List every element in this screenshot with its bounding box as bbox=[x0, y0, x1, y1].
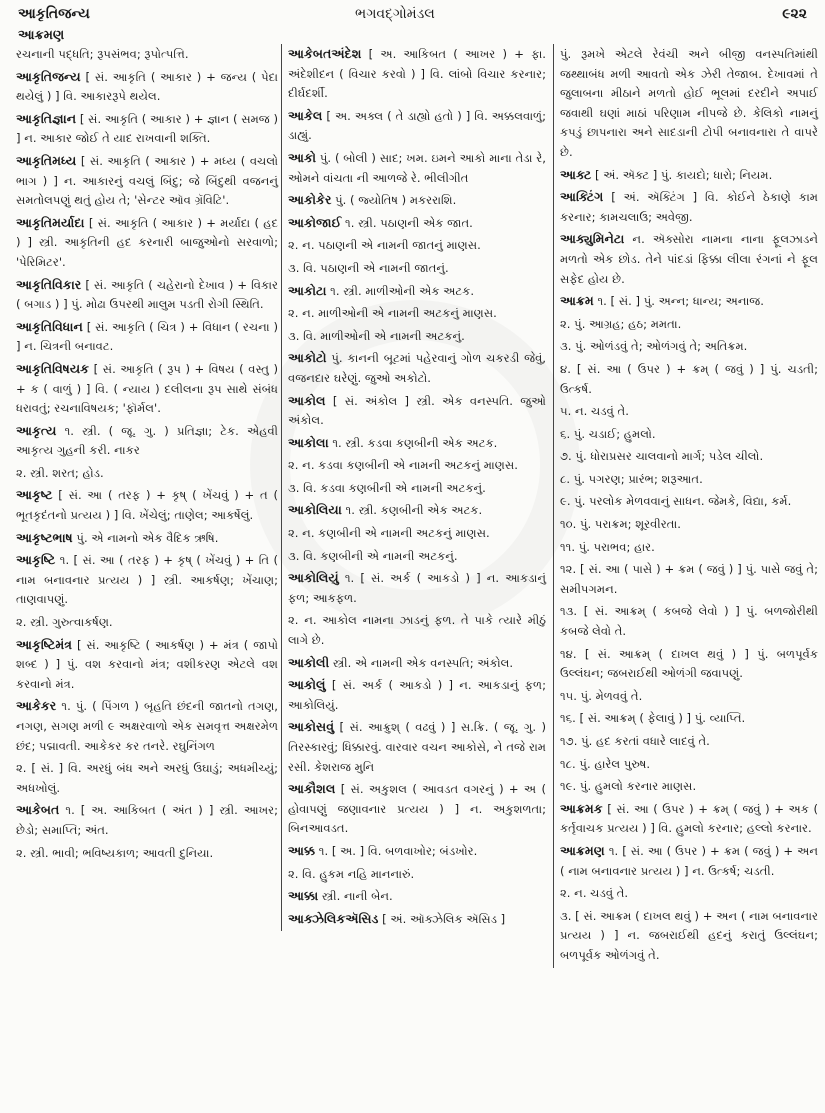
dictionary-entry bbox=[288, 523, 546, 544]
definition: ૧. [ સં. અર્ક ( આકડો ) ] ન. આકડાનું ફળ; આકફળ. bbox=[288, 571, 546, 605]
headword: આકોટા bbox=[288, 282, 327, 298]
definition: ૮. પું. પગરણ; પ્રારંભ; શરૂઆત. bbox=[560, 471, 703, 486]
definition: [ સં. અર્ક ( આકડો ) ] ન. આકડાનું ફળ; આકોલિયું. bbox=[288, 678, 546, 712]
dictionary-entry bbox=[560, 491, 818, 512]
dictionary-entry bbox=[560, 731, 818, 752]
headword: આક્ટિંગ bbox=[560, 189, 604, 205]
dictionary-entry bbox=[288, 568, 546, 608]
headword: આક્ક bbox=[288, 842, 316, 858]
page-number: ૯૨૨ bbox=[782, 6, 807, 22]
definition: સ્ત્રી. એ નામની એક વનસ્પતિ; અંકોલ. bbox=[329, 655, 514, 670]
headword: આક્કા bbox=[288, 888, 319, 904]
dictionary-entry bbox=[560, 359, 818, 399]
dictionary-entry bbox=[560, 559, 818, 599]
dictionary-entry bbox=[288, 326, 546, 347]
dictionary-entry bbox=[560, 686, 818, 707]
dictionary-entry bbox=[560, 644, 818, 684]
dictionary-entry bbox=[560, 841, 818, 881]
headword: આકોસવું bbox=[288, 719, 335, 735]
dictionary-entry bbox=[288, 106, 546, 146]
definition: ૧. [ સં. આ ( ઉપર ) + ક્રમ ( જવું ) + અન ( નામ બનાવનાર પ્રત્યય ) ] ન. ઉત્કર્ષ; ચડતી. bbox=[560, 843, 818, 878]
definition: ૩. વિ. કણબીની એ નામની અટકનું. bbox=[288, 548, 458, 563]
headword: આકોલી bbox=[288, 654, 330, 670]
definition: ૨. સ્ત્રી. ગુરુત્વાકર્ષણ. bbox=[16, 615, 113, 630]
definition: ૩. વિ. કડવા કણબીની એ નામની અટકનું. bbox=[288, 480, 486, 495]
dictionary-entry bbox=[288, 864, 546, 885]
headword: આકૃત્ય bbox=[16, 422, 57, 438]
dictionary-entry bbox=[560, 401, 818, 422]
headword: આકૃતિવિષયક bbox=[16, 360, 90, 376]
dictionary-entry bbox=[560, 906, 818, 966]
definition: ૧૦. પું. પરાક્રમ; શૂરવીરતા. bbox=[560, 517, 681, 532]
column-2 bbox=[281, 44, 546, 931]
definition: ૨. ન. ચડવું તે. bbox=[560, 886, 629, 901]
definition: ૩. [ સં. આક્રમ ( દાખલ થવું ) + અન ( નામ બનાવનાર પ્રત્યય ) ] ન. જબરાઈથી હદનું કરાતું ઉલ્લંઘન; બળપૂર્વક ઓળંગવું તે. bbox=[560, 908, 818, 962]
dictionary-entry bbox=[288, 653, 546, 674]
definition: ૬. પું. ચડાઈ; હુમલો. bbox=[560, 426, 656, 441]
dictionary-entry bbox=[16, 421, 278, 461]
headword: આકૃતિવિકાર bbox=[16, 276, 82, 292]
definition: ૭. પું. ધોરાપ્રસર ચાલવાનો માર્ગ; પડેલ ચીલો. bbox=[560, 449, 764, 464]
dictionary-entry bbox=[16, 275, 278, 315]
headword: આકૃતિમર્યાદા bbox=[16, 214, 85, 230]
dictionary-entry bbox=[560, 776, 818, 797]
dictionary-entry bbox=[288, 841, 546, 862]
dictionary-entry bbox=[288, 455, 546, 476]
dictionary-entry bbox=[288, 391, 546, 431]
headword: આકેબતઅંદેશ bbox=[288, 46, 362, 61]
headword: આક્રમણ bbox=[560, 842, 605, 858]
column-3 bbox=[553, 44, 818, 968]
headword: આકોલ bbox=[288, 392, 326, 408]
definition: ૧. સ્ત્રી. ( જૂ. ગુ. ) પ્રતિજ્ઞા; ટેક. એહવી આકૃત્ય ગુહની કરી. નાકર bbox=[16, 423, 278, 458]
header-first-word: આકૃતિજન્ય bbox=[18, 6, 90, 22]
headword: આકૃષ્ટભાષ bbox=[16, 529, 73, 545]
dictionary-entry bbox=[560, 446, 818, 467]
headword: આક્રમ bbox=[560, 293, 594, 309]
dictionary-entry bbox=[288, 348, 546, 388]
dictionary-entry bbox=[16, 612, 278, 633]
dictionary-entry bbox=[16, 758, 278, 798]
definition: [ સં. આકૃતિ ( ચિત્ર ) + વિધાન ( રચના ) ] ન. ચિત્રની બનાવટ. bbox=[16, 319, 278, 354]
definition: ૧૯. પું. હુમલો કરનાર માણસ. bbox=[560, 779, 697, 794]
dictionary-entry bbox=[16, 800, 278, 840]
dictionary-entry bbox=[16, 485, 278, 525]
dictionary-entry bbox=[16, 44, 278, 65]
dictionary-entry bbox=[288, 500, 546, 521]
headword: આક્ઝેલિકઍસિડ bbox=[288, 910, 379, 926]
dictionary-entry bbox=[560, 708, 818, 729]
definition: ૨. પું. આગ્રહ; હઠ; મમતા. bbox=[560, 316, 682, 331]
dictionary-entry bbox=[16, 67, 278, 107]
definition: ૩. પું. ઓળંડવું તે; ઓળંગવું તે; અતિક્રમ. bbox=[560, 339, 748, 354]
definition: ૧. [ સં. આ ( તરફ ) + કૃષ્ ( ખેંચવું ) + તિ ( નામ બનાવનાર પ્રત્યય ) ] સ્ત્રી. આકર્ષણ; ખેંચાણ; તાણવાપણું. bbox=[16, 553, 278, 607]
headword: આકોલું bbox=[288, 677, 326, 693]
headword: આકૃષ્ટિ bbox=[16, 552, 56, 568]
headword: આકૃતિવિધાન bbox=[16, 318, 83, 334]
dictionary-entry bbox=[288, 281, 546, 302]
definition: ૧. સ્ત્રી. કડવા કણબીની એક અટક. bbox=[328, 435, 498, 450]
definition: [ સં. આ ( તરફ ) + કૃષ્ ( ખેંચવું ) + ત ( ભૂતકૃદંતનો પ્રત્યય ) ] વિ. ખેંચેલું; તાણેલ; આકર્ષેલું. bbox=[16, 488, 278, 523]
definition: ૧૧. પું. પરાભવ; હાર. bbox=[560, 539, 655, 554]
headword: આકોટો bbox=[288, 350, 327, 366]
definition: ૪. [ સં. આ ( ઉપર ) + ક્રમ્ ( જવું ) ] પું. ચડતી; ઉત્કર્ષ. bbox=[560, 361, 818, 396]
dictionary-entry bbox=[560, 336, 818, 357]
definition: ૧. પું. ( પિંગળ ) બૃહતિ છંદની જાતનો તગણ, નગણ, સગણ મળી ૯ અક્ષરવાળો એક સમવૃત્ત અક્ષરમેળ છંદ; પદ્માવતી. આકેકર કર તનરે. રઘુનિંગળ bbox=[16, 699, 278, 753]
header-last-word: આક્રમણ bbox=[18, 28, 65, 43]
definition: ૧૭. પું. હદ કરતાં વધારે લાદવું તે. bbox=[560, 734, 710, 748]
headword: આક્ટ bbox=[560, 166, 592, 182]
definition: ૯. પું. પરલોક મેળવવાનું સાધન. જેમકે, વિદ્યા, કર્મ. bbox=[560, 494, 792, 509]
headword: આકૃષ્ટિમંત્ર bbox=[16, 636, 73, 652]
definition: [ સં. અંકોલ ] સ્ત્રી. એક વનસ્પતિ. જુઓ અંકોલ. bbox=[288, 393, 546, 428]
headword: આકેકર bbox=[16, 698, 57, 714]
definition: ૨. ન. પઠાણની એ નામની જાતનું માણસ. bbox=[288, 238, 481, 253]
dictionary-entry bbox=[560, 754, 818, 775]
definition: [ સં. આકૃતિ ( આકાર ) + મધ્ય ( વચલો ભાગ ) ] ન. આકારનું વચલું બિંદુ; જે બિંદુથી વજનનું સમતોલપણું થતું હોય તે; 'સેન્ટર ઑવ ગ્રૅવિટિ'. bbox=[16, 153, 278, 208]
dictionary-entry bbox=[16, 213, 278, 273]
dictionary-entry bbox=[288, 433, 546, 454]
definition: ૧. સ્ત્રી. પઠાણની એક જાત. bbox=[341, 215, 473, 230]
headword: આકૌશલ bbox=[288, 781, 336, 797]
dictionary-entry bbox=[288, 44, 546, 104]
definition: ૨. વિ. હુકમ નહિ માનનારું. bbox=[288, 866, 415, 881]
definition: ૧. સ્ત્રી. માળીઓની એક અટક. bbox=[326, 283, 475, 298]
dictionary-entry bbox=[288, 235, 546, 256]
definition: ૧૫. પું. મેળવવું તે. bbox=[560, 688, 643, 703]
dictionary-entry bbox=[288, 258, 546, 279]
dictionary-entry bbox=[560, 537, 818, 558]
definition: [ અ. આકિબત ( આખર ) + ફા. અંદેશીદન ( વિચાર કરવો ) ] વિ. લાંબો વિચાર કરનાર; દીર્ઘદર્શી. bbox=[288, 47, 546, 101]
dictionary-entry bbox=[16, 151, 278, 211]
headword: આકો bbox=[288, 149, 317, 165]
dictionary-entry bbox=[16, 635, 278, 695]
definition: ૨. ન. આકોલ નામના ઝાડનું ફળ. તે પાકે ત્યારે મીઠું લાગે છે. bbox=[288, 613, 546, 648]
dictionary-entry bbox=[288, 909, 546, 930]
dictionary-entry bbox=[288, 213, 546, 234]
dictionary-entry bbox=[288, 779, 546, 839]
headword: આકેલ bbox=[288, 107, 323, 123]
headword: આકૃષ્ટ bbox=[16, 487, 53, 503]
dictionary-entry bbox=[560, 424, 818, 445]
headword: આકોકેર bbox=[288, 192, 332, 208]
definition: [ અં. ઍક્ટ ] પું. કાયદો; ધારો; નિયમ. bbox=[591, 167, 773, 182]
definition: ૧૮. પું. હારેલ પુરુષ. bbox=[560, 756, 651, 771]
definition: ૧. [ અ. આકિબત ( અંત ) ] સ્ત્રી. આખર; છેડો; સમાપ્તિ; અંત. bbox=[16, 803, 278, 837]
definition: ૩. વિ. માળીઓની એ નામની અટકનું. bbox=[288, 328, 465, 343]
header-title: ભગવદ્ગોમંડલ bbox=[355, 6, 435, 22]
dictionary-entry bbox=[288, 675, 546, 715]
dictionary-entry bbox=[560, 44, 818, 163]
definition: [ અં. ઍક્ટિંગ ] વિ. કોઈને ઠેકાણે કામ કરનાર; કામચલાઉ; અવેજી. bbox=[560, 190, 818, 224]
definition: ન. ઍક્સોરા નામના નાના ફૂલઝાડને મળતો એક છોડ. તેને પાંદડાં ફિક્કા લીલા રંગનાં ને ફૂલ સફેદ હોય છે. bbox=[560, 232, 818, 286]
headword: આકોજાઈ bbox=[288, 214, 342, 230]
dictionary-entry bbox=[16, 550, 278, 610]
definition: રચનાની પદ્ધતિ; રૂપસંભવ; રૂપોત્પત્તિ. bbox=[16, 47, 189, 61]
definition: ૧૬. [ સં. આક્રમ્ ( ફેલાવું ) ] પું. વ્યાપ્તિ. bbox=[560, 711, 746, 726]
definition: પું. કાનની બૂટમાં પહેરવાનું ગોળ ચકરડી જેવું, વજનદાર ઘરેણું. જુઓ અકોટો. bbox=[288, 351, 546, 385]
definition: ૧૨. [ સં. આ ( પાસે ) + ક્રમ ( જવું ) ] પું. પાસે જવું તે; સમીપગમન. bbox=[560, 562, 818, 596]
definition: પું. એ નામનો એક વૈદિક ઋષિ. bbox=[72, 530, 219, 545]
definition: ૨. ન. કણબીની એ નામની અટકનું માણસ. bbox=[288, 526, 490, 541]
headword: આકોલા bbox=[288, 434, 329, 450]
headword: આકોલિયા bbox=[288, 502, 342, 518]
headword: આકોલિયું bbox=[288, 570, 339, 586]
definition: ૩. વિ. પઠાણની એ નામની જાતનું. bbox=[288, 260, 449, 275]
definition: ૧. [ અ. ] વિ. બળવાખોર; બંડખોર. bbox=[315, 843, 478, 858]
definition: ૨. ન. કડવા કણબીની એ નામની અટકનું માણસ. bbox=[288, 458, 518, 473]
definition: [ સં. આકૃતિ ( રૂપ ) + વિષય ( વસ્તુ ) + ક ( વાળું ) ] વિ. ( ન્યાય ) દલીલના રૂપ સાથે સંબંધ ધરાવતું; રચનાવિષયક; 'ફૉર્મલ'. bbox=[16, 361, 278, 416]
definition: સ્ત્રી. નાની બેન. bbox=[318, 889, 393, 904]
headword: આકેબત bbox=[16, 802, 60, 818]
headword: આકૃતિજ્ઞાન bbox=[16, 110, 77, 126]
dictionary-entry bbox=[560, 799, 818, 839]
definition: [ સં. આકૃતિ ( આકાર ) + જન્ય ( પેદા થયેલું ) ] વિ. આકારરૂપે થયેલ. bbox=[16, 69, 278, 104]
definition: ૧૪. [ સં. આક્રમ્ ( દાખલ થવું ) ] પું. બળપૂર્વક ઉલ્લંઘન; જબરાઈથી ઓળંગી જવાપણું. bbox=[560, 646, 818, 681]
definition: ૧. સ્ત્રી. કણબીની એક અટક. bbox=[341, 503, 483, 518]
dictionary-entry bbox=[16, 317, 278, 357]
dictionary-entry bbox=[16, 359, 278, 419]
dictionary-entry bbox=[16, 463, 278, 484]
dictionary-entry bbox=[16, 843, 278, 864]
definition: [ સં. અકુશલ ( આવડત વગરનું ) + અ ( હોવાપણું જણાવનાર પ્રત્યય ) ] ન. અકુશળતા; બિનઆવડત. bbox=[288, 782, 546, 836]
definition: [ સં. આ ( ઉપર ) + ક્રમ્ ( જવું ) + અક ( કર્તૃવાચક પ્રત્યય ) ] વિ. હુમલો કરનાર; હલ્લો કરનાર. bbox=[560, 801, 818, 836]
dictionary-entry bbox=[560, 883, 818, 904]
dictionary-entry bbox=[288, 190, 546, 211]
definition: ૧. [ સં. ] પું. અન્ન; ધાન્ય; અનાજ. bbox=[593, 294, 764, 309]
dictionary-entry bbox=[560, 601, 818, 641]
dictionary-entry bbox=[560, 314, 818, 335]
definition: પું. ( જ્યોતિષ ) મકરરાશિ. bbox=[331, 193, 457, 208]
dictionary-entry bbox=[16, 528, 278, 549]
definition: ૨. સ્ત્રી. શરત; હોડ. bbox=[16, 465, 104, 480]
definition: ૨. સ્ત્રી. ભાવી; ભવિષ્યકાળ; આવતી દુનિયા. bbox=[16, 845, 214, 860]
definition: પું. ( બોલી ) સાદ; ખમ. ઇમને આકો માના તેડા રે, ઓમને વાંચતા ની આળજે રે. ભીલીગીત bbox=[288, 150, 546, 185]
column-1 bbox=[16, 44, 278, 865]
dictionary-entry bbox=[560, 229, 818, 289]
dictionary-entry bbox=[288, 717, 546, 777]
dictionary-entry bbox=[560, 514, 818, 535]
dictionary-entry bbox=[288, 886, 546, 907]
definition: [ સં. આક્રુશ્ ( વઢવું ) ] સ.ક્રિ. ( જૂ. ગુ. ) તિરસ્કારવું; ધિક્કારવું. વારવાર વચન આકોસે, ને તજે રામ રસી. કેશરાજ મુનિ bbox=[288, 720, 546, 774]
definition: ૨. ન. માળીઓની એ નામની અટકનું માણસ. bbox=[288, 306, 497, 321]
headword: આક્રમક bbox=[560, 800, 603, 816]
definition: [ અં. ઑક્ઝેલિક ઍસિડ ] bbox=[378, 911, 506, 926]
dictionary-entry bbox=[560, 187, 818, 227]
dictionary-entry bbox=[16, 696, 278, 756]
definition: પું. રૂમખે એટલે રેવંચી અને બીજી વનસ્પતિમાંથી જથ્થાબંધ મળી આવતો એક ઝેરી તેજાબ. દેખાવમાં તે જુલાબના મીઠાને મળતો હોઈ ભૂલમાં દરદીને અપાઈ જવાથી ઘણાં માઠાં પરિણામ નીપજે છે. કેલિકો નામનું કપડું છાપનારા અને સાદડાની ટોપી બનાવનારા તે વાપરે છે. bbox=[560, 47, 818, 159]
headword: આક્યુમિનેટા bbox=[560, 231, 625, 247]
definition: ૫. ન. ચડવું તે. bbox=[560, 404, 629, 419]
dictionary-entry bbox=[288, 610, 546, 650]
dictionary-entry bbox=[16, 109, 278, 149]
definition: [ અ. અક્લ ( તે ડાહ્યો હતો ) ] વિ. અક્કલવાળું; ડાહ્યું. bbox=[288, 108, 546, 143]
dictionary-entry bbox=[288, 303, 546, 324]
definition: [ સં. આકૃષ્ટિ ( આકર્ષણ ) + મંત્ર ( જાપો શબ્દ ) ] પું. વશ કરવાનો મંત્ર; વશીકરણ એટલે વશ કરવાનો મંત્ર. bbox=[16, 637, 278, 691]
headword: આકૃતિજન્ય bbox=[16, 68, 81, 84]
dictionary-entry bbox=[288, 546, 546, 567]
definition: [ સં. આકૃતિ ( ચહેરાનો દેખાવ ) + વિકાર ( બગાડ ) ] પું. મોઢા ઉપરથી માલુમ પડતી રોગી સ્થિતિ. bbox=[16, 277, 278, 312]
definition: [ સં. આકૃતિ ( આકાર ) + મર્યાદા ( હદ ) ] સ્ત્રી. આકૃતિની હદ કરનારી બાજુઓનો સરવાળો; 'પેરિમિટર'. bbox=[16, 215, 278, 269]
definition: ૨. [ સં. ] વિ. અરધું બંધ અને અરધું ઉઘાડું; અધમીચ્યું; અધખોલું. bbox=[16, 761, 278, 795]
definition: [ સં. આકૃતિ ( આકાર ) + જ્ઞાન ( સમજ ) ] ન. આકાર જોઈ તે યાદ રાખવાની શક્તિ. bbox=[16, 111, 278, 146]
dictionary-entry bbox=[288, 478, 546, 499]
dictionary-entry bbox=[560, 469, 818, 490]
dictionary-entry bbox=[560, 165, 818, 186]
dictionary-entry bbox=[560, 291, 818, 312]
headword: આકૃતિમધ્ય bbox=[16, 152, 77, 168]
dictionary-entry bbox=[288, 148, 546, 188]
definition: ૧૩. [ સં. આક્રમ્ ( કબજે લેવો ) ] પું. બળજોરીથી કબજે લેવો તે. bbox=[560, 604, 818, 639]
